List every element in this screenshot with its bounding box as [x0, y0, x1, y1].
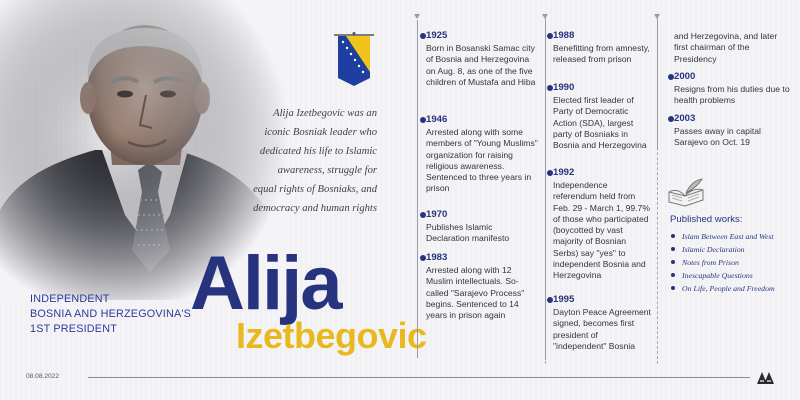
event-text: Publishes Islamic Declaration manifesto: [426, 222, 510, 244]
timeline-dot: [668, 116, 674, 122]
work-item: On Life, People and Freedom: [670, 282, 790, 295]
work-item: Notes from Prison: [670, 256, 790, 269]
timeline-line: [417, 20, 418, 358]
works-list: [670, 230, 790, 295]
timeline-dot: [547, 85, 553, 91]
quote-text: Alija Izetbegovic was an iconic Bosniak leader who dedicated his life to Islamic awareness, struggle for equal rights of Bosniaks, and democracy and human rights: [253, 108, 377, 214]
timeline-dot: [420, 117, 426, 123]
timeline-dot: [420, 33, 426, 39]
timeline-dot: [668, 74, 674, 80]
event-year: 1925: [426, 30, 448, 41]
timeline-event: [426, 252, 538, 321]
timeline-event: [426, 30, 538, 88]
event-year: 2000: [674, 71, 696, 82]
timeline-event: [426, 114, 538, 195]
timeline-event-continuation: [674, 30, 792, 65]
subtitle-line: BOSNIA AND HERZEGOVINA'S: [30, 308, 192, 320]
timeline-event: [426, 209, 538, 245]
event-year: 1983: [426, 252, 448, 263]
timeline-dot: [547, 170, 553, 176]
subtitle-line: INDEPENDENT: [30, 293, 110, 305]
event-year: 1995: [553, 294, 575, 305]
work-item: Islamic Declaration: [670, 243, 790, 256]
work-item: Inescapable Questions: [670, 269, 790, 282]
event-text: Independence referendum held from Feb. 29 - March 1, 99.7% of those who participated (boycotted by vast majority of Bosnian Serbs) say "yes" to independent Bosnia and Herzegovina: [553, 180, 650, 281]
work-item: Islam Between East and West: [670, 230, 790, 243]
timeline-event: [553, 167, 653, 282]
timeline-event: [674, 71, 792, 107]
timeline-event: [674, 113, 792, 149]
footer-divider: [88, 377, 750, 378]
event-text: Arrested along with some members of "Young Muslims" organization for raising religious awareness. Sentenced to three years in prison: [426, 127, 538, 194]
timeline-dot: [547, 297, 553, 303]
event-text: Elected first leader of Party of Democratic Action (SDA), largest party of Bosniaks in Bosnia and Herzegovina: [553, 95, 647, 151]
book-quill-icon: [666, 178, 706, 208]
event-text: and Herzegovina, and later first chairman of the Presidency: [674, 31, 778, 64]
name-last: Izetbegovic: [236, 315, 427, 356]
event-text: Arrested along with 12 Muslim intellectuals. So-called "Sarajevo Process" begins. Sentenced to 14 years in prison again: [426, 265, 525, 321]
timeline-dot: [547, 33, 553, 39]
works-title: Published works:: [670, 214, 743, 225]
timeline-arrow-icon: [414, 14, 420, 19]
event-year: 1988: [553, 30, 575, 41]
timeline-line: [545, 20, 546, 360]
anadolu-agency-logo-icon: [756, 369, 776, 385]
timeline-event: [553, 294, 653, 352]
bosnia-flag-pennant-icon: [330, 32, 378, 88]
timeline-event: [553, 30, 653, 66]
subtitle-line: 1ST PRESIDENT: [30, 323, 117, 335]
timeline-arrow-icon: [654, 14, 660, 19]
event-year: 2003: [674, 113, 696, 124]
event-year: 1946: [426, 114, 448, 125]
footer-date: 08.08.2022: [26, 373, 60, 380]
event-text: Resigns from his duties due to health problems: [674, 84, 790, 106]
timeline-dot: [420, 255, 426, 261]
event-year: 1992: [553, 167, 575, 178]
timeline-line: [657, 20, 658, 150]
event-year: 1990: [553, 82, 575, 93]
timeline-dot: [420, 212, 426, 218]
event-text: Dayton Peace Agreement signed, becomes first president of "independent" Bosnia: [553, 307, 651, 351]
timeline-arrow-icon: [542, 14, 548, 19]
subtitle: [30, 292, 230, 337]
event-text: Born in Bosanski Samac city of Bosnia and Herzegovina on Aug. 8, as one of the five children of Mustafa and Hiba: [426, 43, 536, 87]
timeline-event: [553, 82, 653, 151]
event-text: Benefitting from amnesty, released from prison: [553, 43, 650, 65]
name-first: Alija: [190, 241, 341, 326]
event-text: Passes away in capital Sarajevo on Oct. 19: [674, 126, 761, 148]
event-year: 1970: [426, 209, 448, 220]
